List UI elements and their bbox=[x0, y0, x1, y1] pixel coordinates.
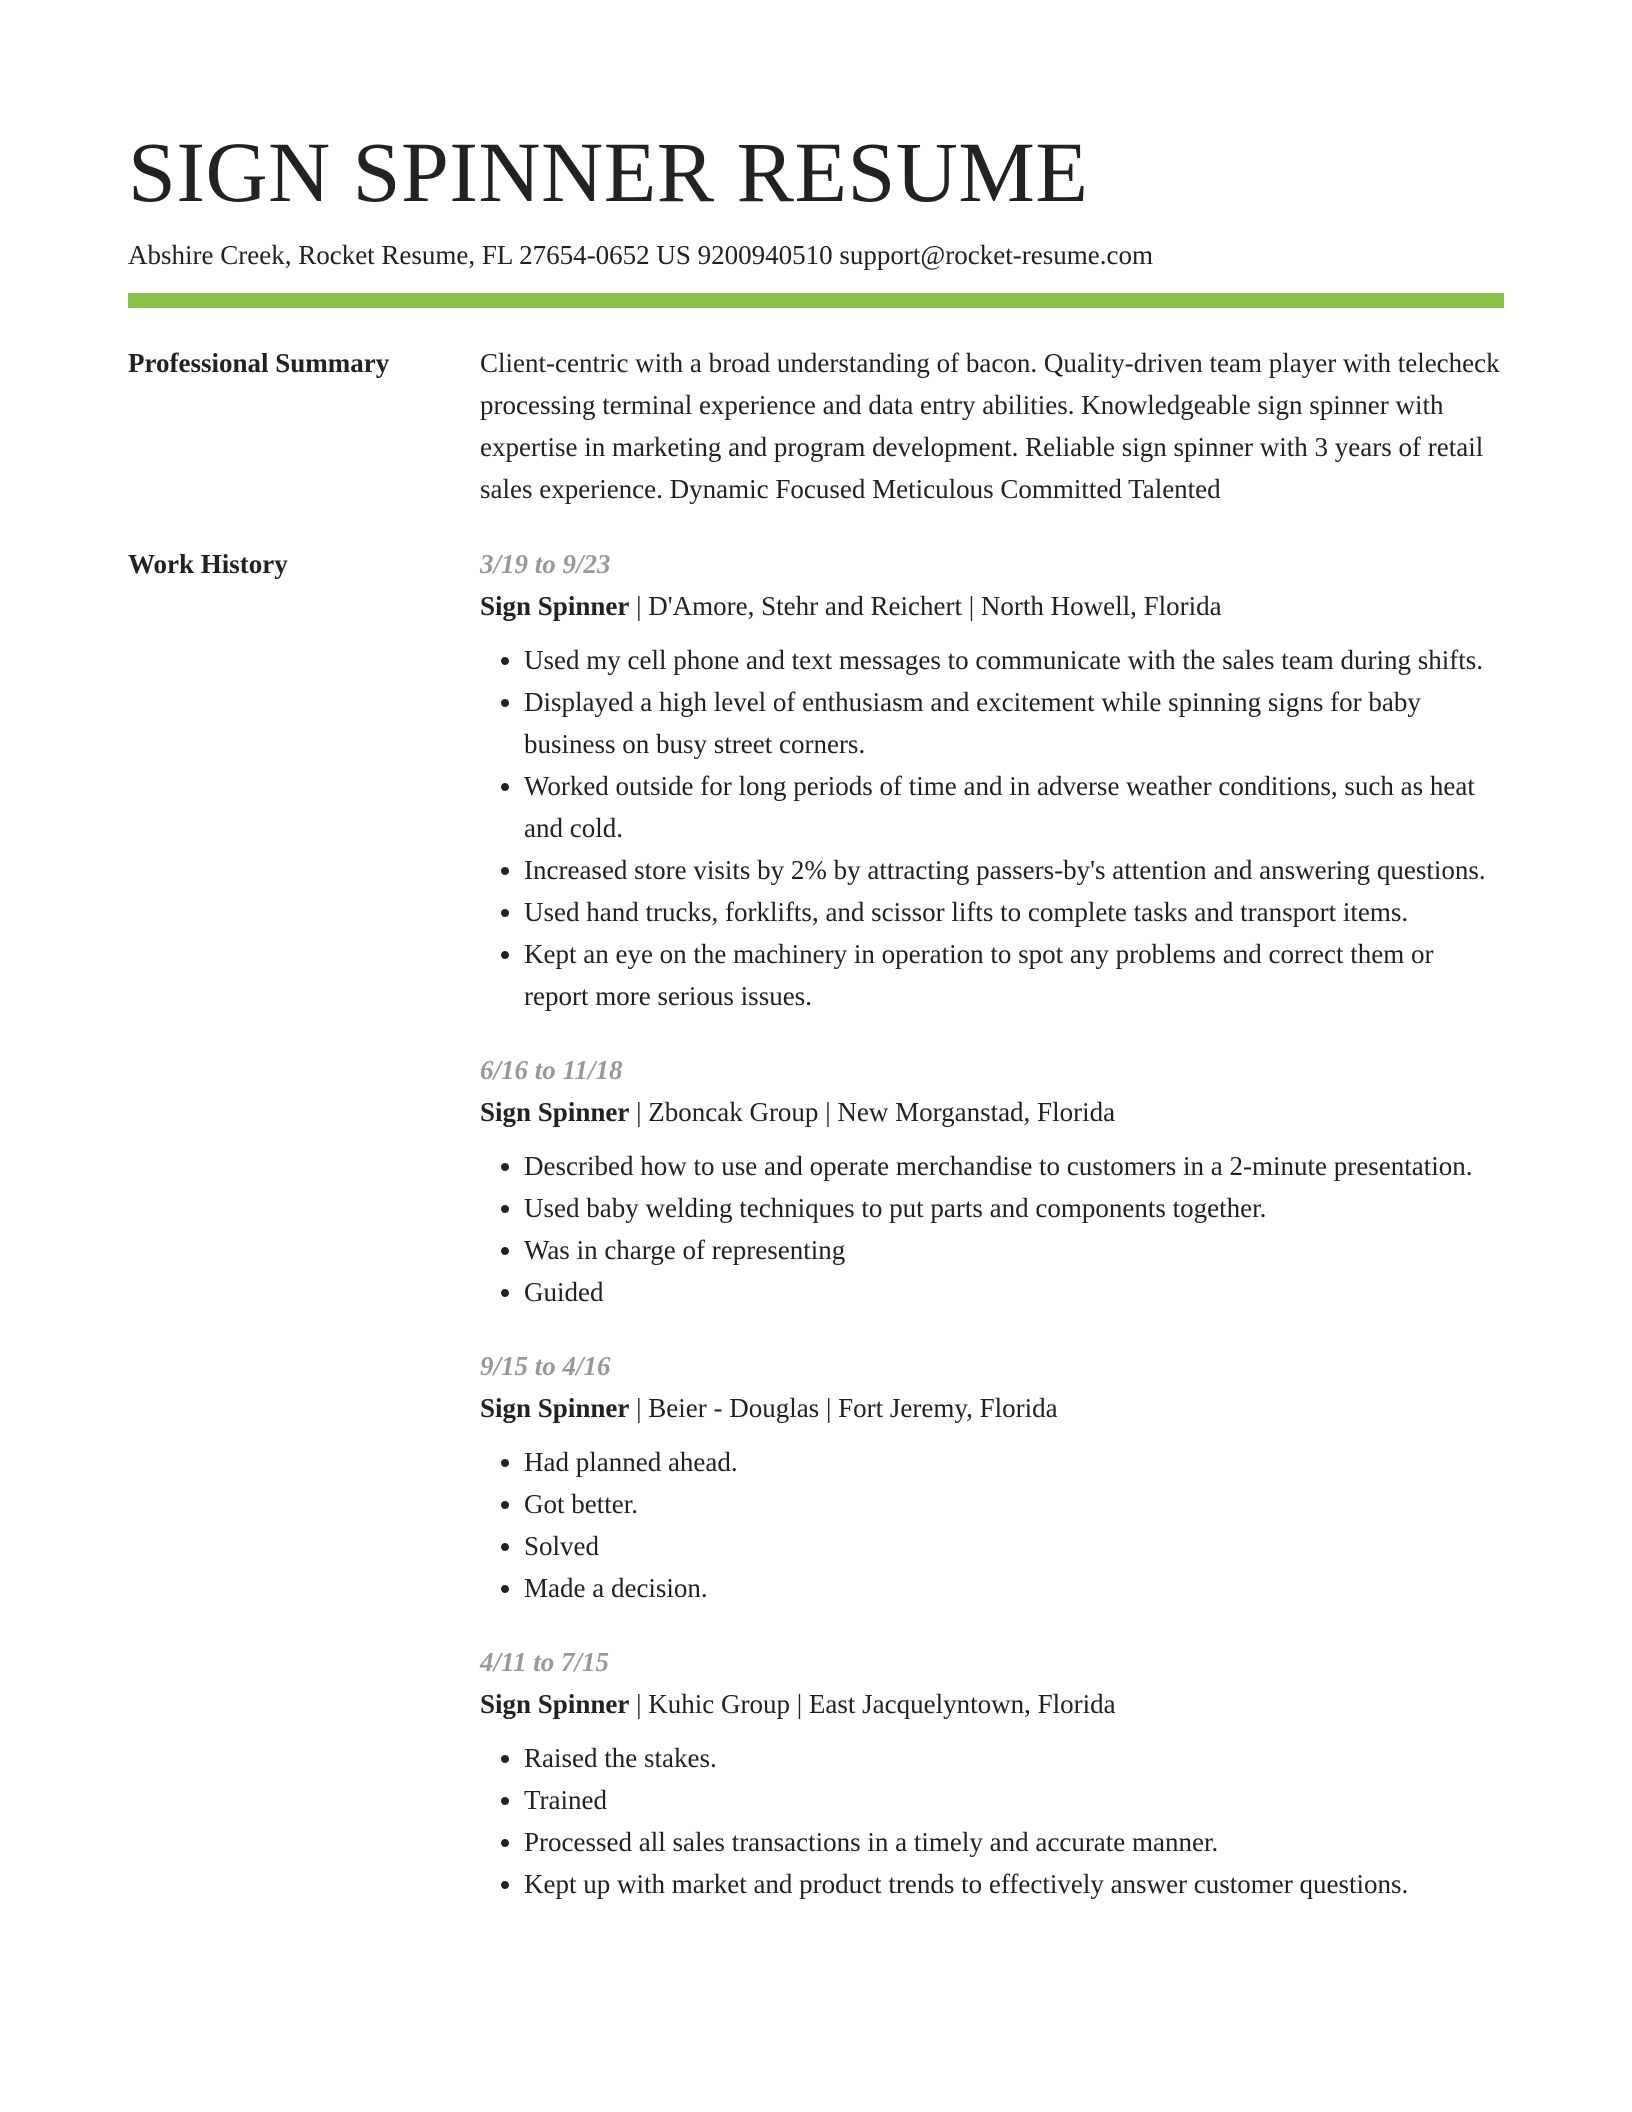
job-entry bbox=[480, 1641, 1504, 1905]
job-entry bbox=[480, 1345, 1504, 1609]
job-bullet: • Trained bbox=[524, 1779, 1504, 1821]
job-bullet: • Increased store visits by 2% by attracting passers-by's attention and answering questions. bbox=[524, 849, 1504, 891]
job-title: Sign Spinner bbox=[480, 1689, 630, 1719]
job-company: D'Amore, Stehr and Reichert bbox=[648, 591, 963, 621]
job-company: Zboncak Group bbox=[648, 1097, 819, 1127]
resume-title: SIGN SPINNER RESUME bbox=[128, 124, 1089, 220]
job-dates: 6/16 to 11/18 bbox=[480, 1055, 623, 1085]
job-bullet: • Described how to use and operate merchandise to customers in a 2-minute presentation. bbox=[524, 1145, 1504, 1187]
job-bullet-list bbox=[480, 1145, 1504, 1313]
job-bullet: • Used my cell phone and text messages to communicate with the sales team during shifts. bbox=[524, 639, 1504, 681]
job-location: North Howell, Florida bbox=[980, 591, 1222, 621]
job-separator: | bbox=[629, 1393, 649, 1423]
job-title-line bbox=[480, 1387, 1504, 1429]
job-title: Sign Spinner bbox=[480, 1097, 630, 1127]
job-title-line bbox=[480, 585, 1504, 627]
section-label-work-history: Work History bbox=[128, 549, 288, 579]
contact-line: Abshire Creek, Rocket Resume, FL 27654-0652 US 9200940510 support@rocket-resume.com bbox=[128, 240, 1153, 270]
job-bullet: • Used baby welding techniques to put parts and components together. bbox=[524, 1187, 1504, 1229]
job-separator: | bbox=[629, 1097, 649, 1127]
job-title-line bbox=[480, 1091, 1504, 1133]
job-location: East Jacquelyntown, Florida bbox=[808, 1689, 1116, 1719]
job-bullet: • Kept up with market and product trends to effectively answer customer questions. bbox=[524, 1863, 1504, 1905]
job-bullet: • Got better. bbox=[524, 1483, 1504, 1525]
professional-summary-section bbox=[128, 342, 1504, 510]
section-label-summary: Professional Summary bbox=[128, 348, 390, 378]
job-dates: 3/19 to 9/23 bbox=[480, 549, 611, 579]
job-entry bbox=[480, 1049, 1504, 1313]
job-bullet-list bbox=[480, 1441, 1504, 1609]
job-title-line bbox=[480, 1683, 1504, 1725]
job-dates: 9/15 to 4/16 bbox=[480, 1351, 611, 1381]
job-bullet: • Used hand trucks, forklifts, and scissor lifts to complete tasks and transport items. bbox=[524, 891, 1504, 933]
job-entry bbox=[480, 543, 1504, 1017]
job-bullet: • Displayed a high level of enthusiasm and excitement while spinning signs for baby business on busy street corners. bbox=[524, 681, 1504, 765]
job-title: Sign Spinner bbox=[480, 1393, 630, 1423]
job-separator: | bbox=[789, 1689, 809, 1719]
job-separator: | bbox=[819, 1393, 839, 1423]
job-separator: | bbox=[629, 1689, 649, 1719]
work-history-list bbox=[480, 543, 1504, 1937]
job-company: Kuhic Group bbox=[648, 1689, 790, 1719]
job-company: Beier - Douglas bbox=[648, 1393, 820, 1423]
job-bullet-list bbox=[480, 639, 1504, 1017]
work-history-section bbox=[128, 543, 1504, 1937]
job-separator: | bbox=[629, 591, 649, 621]
job-separator: | bbox=[962, 591, 981, 621]
job-bullet: • Raised the stakes. bbox=[524, 1737, 1504, 1779]
resume-page bbox=[128, 0, 1504, 1937]
job-location: Fort Jeremy, Florida bbox=[838, 1393, 1058, 1423]
job-separator: | bbox=[818, 1097, 838, 1127]
job-bullet: • Was in charge of representing bbox=[524, 1229, 1504, 1271]
job-bullet: • Kept an eye on the machinery in operation to spot any problems and correct them or report more serious issues. bbox=[524, 933, 1504, 1017]
job-title: Sign Spinner bbox=[480, 591, 630, 621]
summary-text: Client-centric with a broad understanding of bacon. Quality-driven team player with telecheck processing terminal experience and data entry abilities. Knowledgeable sign spinner with expertise in marketing and program development. Reliable sign spinner with 3 years of retail sales experience. Dynamic Focused Meticulous Committed Talented bbox=[480, 348, 1500, 504]
job-dates: 4/11 to 7/15 bbox=[480, 1647, 610, 1677]
job-bullet: • Processed all sales transactions in a timely and accurate manner. bbox=[524, 1821, 1504, 1863]
job-bullet: • Worked outside for long periods of time and in adverse weather conditions, such as heat and cold. bbox=[524, 765, 1504, 849]
header-divider bbox=[128, 293, 1504, 308]
job-bullet: • Guided bbox=[524, 1271, 1504, 1313]
job-bullet-list bbox=[480, 1737, 1504, 1905]
job-bullet: • Made a decision. bbox=[524, 1567, 1504, 1609]
job-bullet: • Had planned ahead. bbox=[524, 1441, 1504, 1483]
job-bullet: • Solved bbox=[524, 1525, 1504, 1567]
job-location: New Morganstad, Florida bbox=[837, 1097, 1116, 1127]
